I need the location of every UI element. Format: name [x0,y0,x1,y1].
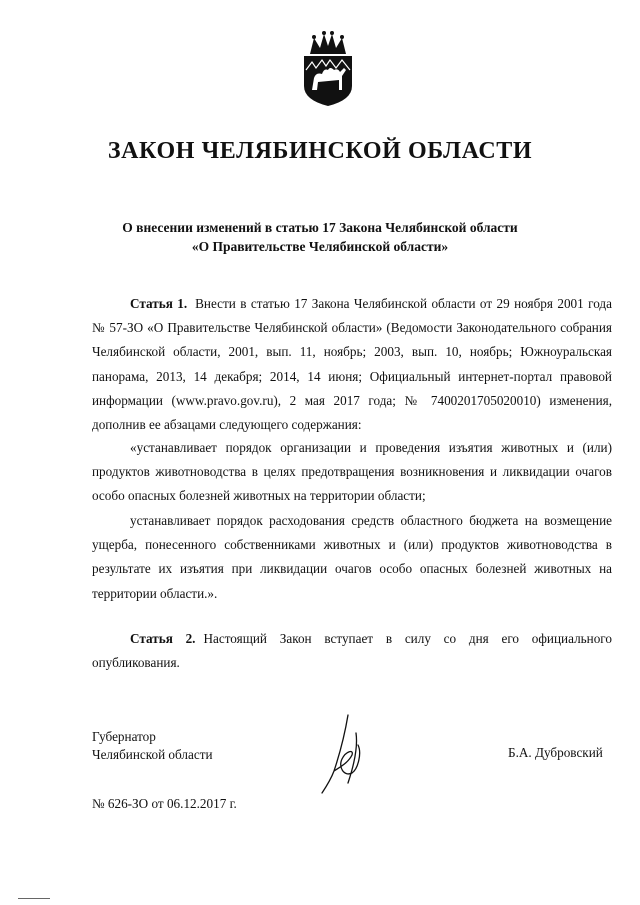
document-subtitle [0,218,640,256]
signatory-name: Б.А. Дубровский [508,745,603,760]
chelyabinsk-coat-of-arms-icon [296,30,360,108]
article-1-quote-paragraph-1: «устанавливает порядок организации и проведения изъятия животных и (или) продуктов животноводства в целях предотвращения возникновения и ликвидации очагов особо опасных болезней животных на территории области; [92,440,612,504]
article-2 [92,627,612,675]
article-1-quote-paragraph-2: устанавливает порядок расходования средств областного бюджета на возмещение ущерба, понесенного собственниками животных и (или) продуктов животноводства в результате их изъятия при ликвидации очагов особо опасных болезней животных на территории области.». [92,513,612,601]
law-number-and-date: № 626-ЗО от 06.12.2017 г. [92,796,237,811]
article-1 [92,292,612,437]
article-2-text: Настоящий Закон вступает в силу со дня его официального опубликования. [92,631,612,671]
divider [18,898,50,899]
subtitle-line-2: «О Правительстве Челябинской области» [191,239,449,254]
article-1-text: Внести в статью 17 Закона Челябинской области от 29 ноября 2001 года № 57-ЗО «О Правительстве Челябинской области» (Ведомости Законодательного собрания Челябинской области, 2001, вып. 11, ноябрь; 2003, вып. 10, ноябрь; Южноуральская панорама, 2013, 14 декабря; 2014, 14 июня; Официальный интернет-портал правовой информации (www.pravo.gov.ru), 2 мая 2017 года; № 7400201705020010) изменения, дополнив ее абзацами следующего содержания: [92,296,612,433]
handwritten-signature [318,713,370,795]
signatory-position-line-2: Челябинской области [92,747,213,762]
subtitle-line-1: О внесении изменений в статью 17 Закона Челябинской области [122,220,518,235]
article-1-label: Статья 1. [130,296,188,311]
signatory-position-line-1: Губернатор [92,729,156,744]
document-title: ЗАКОН ЧЕЛЯБИНСКОЙ ОБЛАСТИ [107,138,533,164]
article-2-label: Статья 2. [130,631,196,646]
signatory-position [92,728,213,764]
